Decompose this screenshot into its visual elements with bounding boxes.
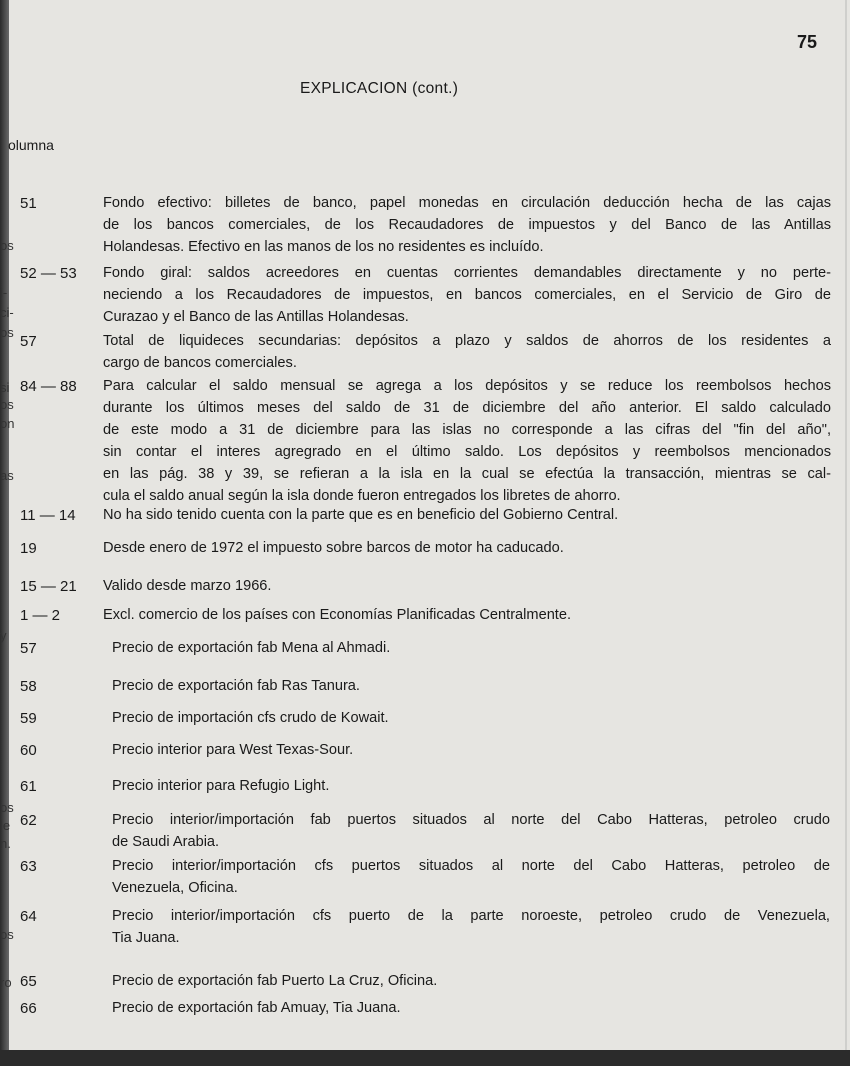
column-number: 57 [20, 640, 37, 657]
explanation-text [103, 504, 831, 526]
margin-fragment: os [0, 325, 14, 340]
text-line: Desde enero de 1972 el impuesto sobre barcos de motor ha caducado. [103, 540, 564, 556]
text-line: Holandesas. Efectivo en las manos de los no residentes es incluído. [103, 239, 544, 255]
explanation-text [112, 809, 830, 853]
text-line: Excl. comercio de los países con Economías Planificadas Centralmente. [103, 607, 572, 623]
column-number: 60 [20, 742, 37, 759]
column-number: 65 [20, 973, 37, 990]
scan-bottom-edge [0, 1050, 850, 1066]
text-line: Precio interior para Refugio Light. [112, 778, 330, 794]
margin-fragment: y [0, 628, 7, 643]
column-number: 15 — 21 [20, 578, 77, 595]
column-number: 19 [20, 540, 37, 557]
column-number: 11 — 14 [20, 507, 76, 524]
margin-fragment: os [0, 397, 14, 412]
column-number: 58 [20, 678, 37, 695]
explanation-text [103, 575, 831, 597]
text-line: de Saudi Arabia. [112, 834, 220, 850]
explanation-text [112, 970, 830, 992]
text-line: en las pág. 38 y 39, se refieran a la isla en la cual se efectúa la transacción, mientras se cal- [103, 466, 831, 482]
text-line: Fondo efectivo: billetes de banco, papel monedas en circulación deducción hecha de las cajas [103, 195, 831, 211]
margin-fragment: ro [0, 975, 12, 990]
text-line: cula el saldo anual según la isla donde fueron entregados los libretes de ahorro. [103, 488, 621, 504]
margin-fragment: i- [0, 285, 8, 300]
text-line: Precio de exportación fab Amuay, Tia Juana. [112, 1000, 401, 1016]
text-line: durante los últimos meses del saldo de 31 de diciembre del año anterior. El saldo calculado [103, 400, 831, 416]
column-number: 84 — 88 [20, 378, 77, 395]
text-line: Valido desde marzo 1966. [103, 578, 272, 594]
text-line: Precio de importación cfs crudo de Kowait. [112, 710, 389, 726]
explanation-text [112, 775, 830, 797]
column-number: 61 [20, 778, 37, 795]
explanation-text [112, 675, 830, 697]
explanation-text [103, 192, 831, 258]
column-number: 51 [20, 195, 37, 212]
text-line: Precio de exportación fab Puerto La Cruz, Oficina. [112, 973, 438, 989]
page-number: 75 [797, 32, 818, 52]
text-line: Precio de exportación fab Mena al Ahmadi. [112, 640, 391, 656]
text-line: Venezuela, Oficina. [112, 880, 238, 896]
explanation-text [112, 637, 830, 659]
column-number: 63 [20, 858, 37, 875]
column-number: 66 [20, 1000, 37, 1017]
column-number: 59 [20, 710, 37, 727]
explanation-text [112, 997, 830, 1019]
column-number: 64 [20, 908, 37, 925]
text-line: de este modo a 31 de diciembre para las islas no corresponde a las cifras del "fin del año", [103, 422, 831, 438]
margin-fragment: si [0, 380, 10, 395]
column-header: olumna [8, 137, 54, 153]
text-line: Precio interior para West Texas-Sour. [112, 742, 354, 758]
text-line: Precio interior/importación cfs puerto de la parte noroeste, petroleo crudo de Venezuela, [112, 908, 830, 924]
text-line: Precio interior/importación cfs puertos situados al norte del Cabo Hatteras, petroleo de [112, 858, 830, 874]
column-number: 1 — 2 [20, 607, 61, 624]
text-line: Tia Juana. [112, 930, 180, 946]
column-number: 52 — 53 [20, 265, 77, 282]
text-line: cargo de bancos comerciales. [103, 355, 297, 371]
column-number: 57 [20, 333, 37, 350]
explanation-text [103, 375, 831, 507]
margin-fragment: os [0, 800, 14, 815]
margin-fragment: n. [0, 836, 11, 851]
page-edge [845, 0, 847, 1050]
text-line: Fondo giral: saldos acreedores en cuentas corrientes demandables directamente y no perte- [103, 265, 831, 281]
text-line: de los bancos comerciales, de los Recaudadores de impuestos y del Banco de las Antillas [103, 217, 831, 233]
margin-fragment: os [0, 238, 14, 253]
column-number: 62 [20, 812, 37, 829]
margin-fragment: ci- [0, 305, 14, 320]
text-line: sin contar el interes agregrado en el último saldo. Los depósitos y reembolsos mencionados [103, 444, 831, 460]
book-binding-edge [0, 0, 9, 1066]
text-line: Precio interior/importación fab puertos situados al norte del Cabo Hatteras, petroleo crudo [112, 812, 830, 828]
explanation-text [112, 707, 830, 729]
text-line: neciendo a los Recaudadores de impuestos, en bancos comerciales, en el Servicio de Giro de [103, 287, 831, 303]
explanation-text [103, 330, 831, 374]
margin-fragment: as [0, 468, 14, 483]
text-line: Total de liquideces secundarias: depósitos a plazo y saldos de ahorros de los residentes a [103, 333, 831, 349]
text-line: Precio de exportación fab Ras Tanura. [112, 678, 360, 694]
page-title: EXPLICACION (cont.) [300, 80, 459, 97]
text-line: Para calcular el saldo mensual se agrega a los depósitos y se reduce los reembolsos hechos [103, 378, 831, 394]
margin-fragment: on [0, 416, 15, 431]
margin-fragment: le [0, 818, 11, 833]
explanation-text [103, 537, 831, 559]
explanation-text [103, 262, 831, 328]
margin-fragment: os [0, 927, 14, 942]
explanation-text [112, 905, 830, 949]
explanation-text [112, 855, 830, 899]
text-line: No ha sido tenido cuenta con la parte que es en beneficio del Gobierno Central. [103, 507, 619, 523]
text-line: Curazao y el Banco de las Antillas Holandesas. [103, 309, 409, 325]
explanation-text [112, 739, 830, 761]
explanation-text [103, 604, 831, 626]
